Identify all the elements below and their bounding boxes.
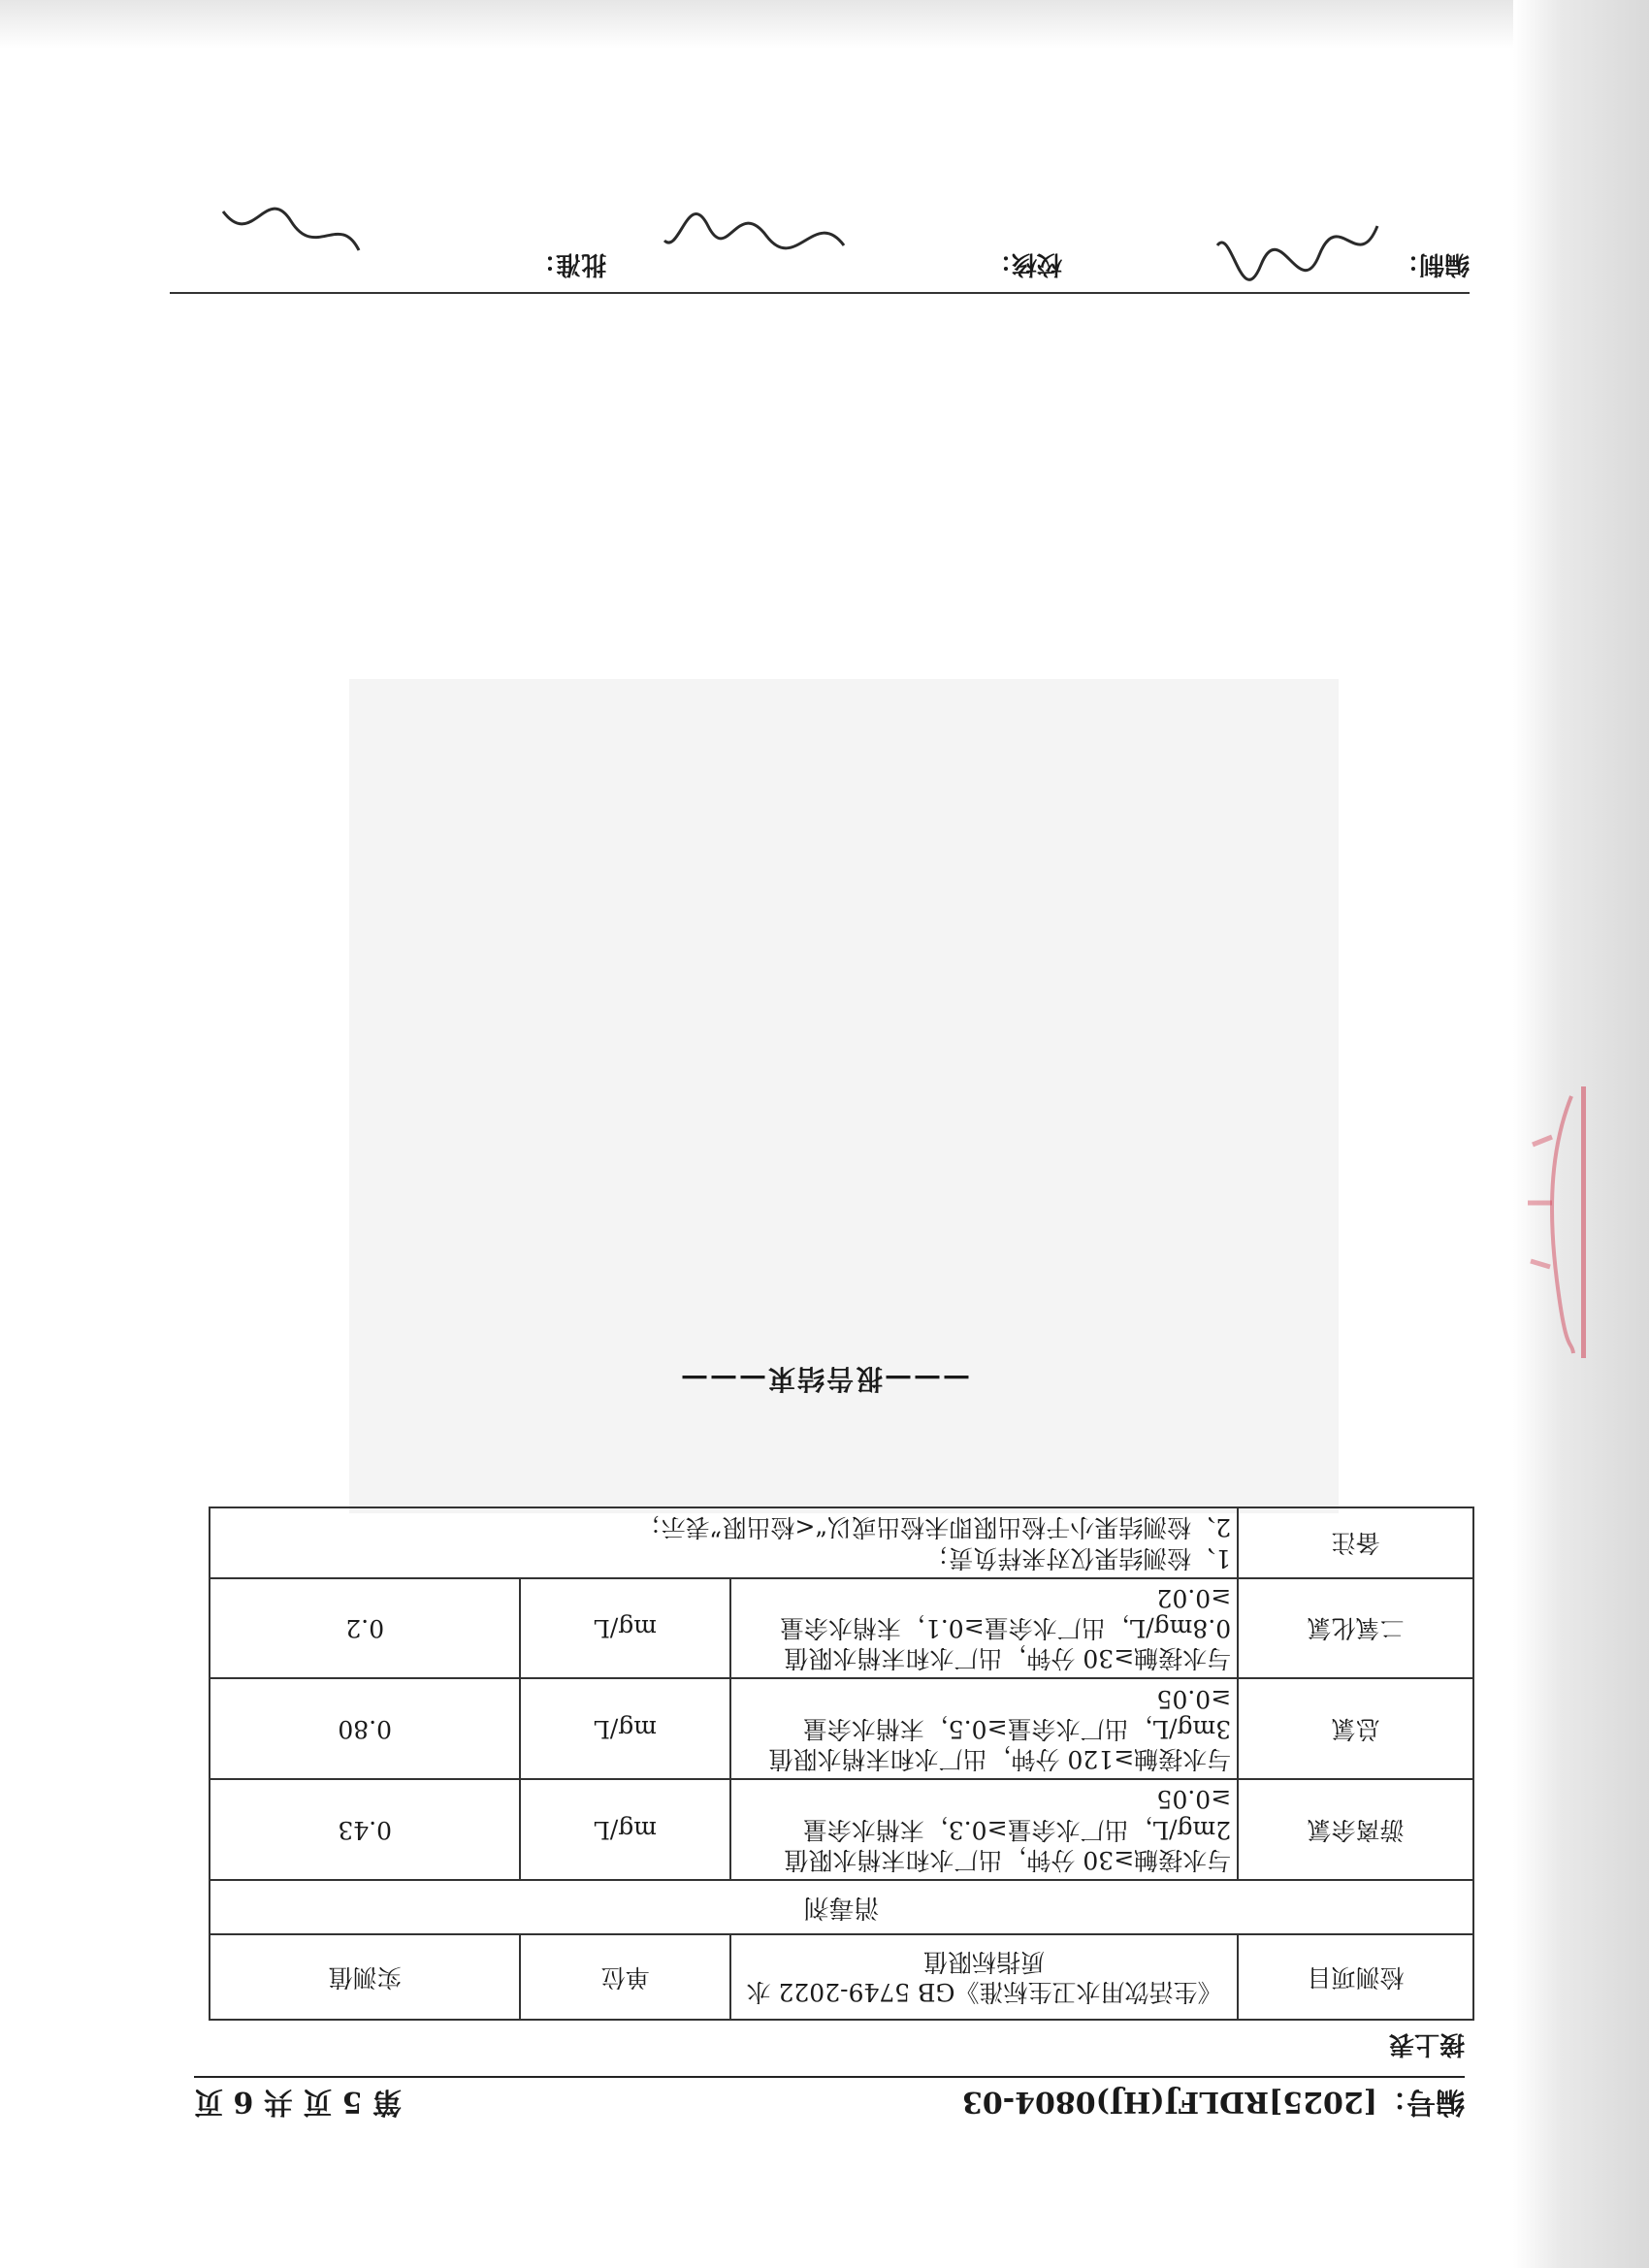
col-header-item: 检测项目 — [1238, 1934, 1473, 2020]
unit-cell: mg/L — [520, 1578, 729, 1679]
item-cell: 总氯 — [1238, 1679, 1473, 1780]
unit-cell: mg/L — [520, 1779, 729, 1880]
page-header — [194, 2076, 1465, 2122]
prepared-by-label: 编制： — [1393, 249, 1470, 278]
table-header-row — [210, 1934, 1473, 2020]
continued-label: 接上表 — [1388, 2029, 1465, 2058]
col-header-limit: 《生活饮用水卫生标准》GB 5749-2022 水质指标限值 — [730, 1934, 1238, 2020]
remark-line: 1、检测结果仅对来样负责； — [924, 1543, 1232, 1572]
signature-approved — [213, 179, 369, 279]
approved-by-label: 批准： — [530, 249, 606, 278]
signature-reviewed — [660, 184, 854, 284]
remark-line: 2、检测结果小于检出限即未检出或以“<检出限”表示； — [636, 1513, 1232, 1542]
value-cell: 0.2 — [210, 1578, 520, 1679]
limit-cell: 与水接触≥120 分钟，出厂水和末梢水限值3mg/L，出厂水余量≥0.5，末梢水余量≥0.05 — [730, 1679, 1238, 1780]
limit-cell: 与水接触≥30 分钟，出厂水和末梢水限值0.8mg/L，出厂水余量≥0.1，末梢水余量≥0.02 — [730, 1578, 1238, 1679]
table-row — [210, 1679, 1473, 1780]
limit-cell: 与水接触≥30 分钟，出厂水和末梢水限值2mg/L，出厂水余量≥0.3，末梢水余量≥0.05 — [730, 1779, 1238, 1880]
reviewed-by-label: 校核： — [986, 249, 1062, 278]
item-cell: 游离余氯 — [1238, 1779, 1473, 1880]
remarks-content — [210, 1507, 1238, 1578]
section-label: 消毒剂 — [210, 1880, 1473, 1934]
value-cell: 0.80 — [210, 1679, 520, 1780]
remarks-label: 备注 — [1238, 1507, 1473, 1578]
document-number: 编号：[2025]RDLFJ(HJ)0804-03 — [961, 2085, 1465, 2119]
report-end-marker: ———报告结束——— — [679, 1363, 971, 1395]
item-cell: 二氧化氯 — [1238, 1578, 1473, 1679]
results-table — [209, 1507, 1474, 2021]
section-row — [210, 1880, 1473, 1934]
unit-cell: mg/L — [520, 1679, 729, 1780]
table-row — [210, 1779, 1473, 1880]
col-header-value: 实测值 — [210, 1934, 520, 2020]
value-cell: 0.43 — [210, 1779, 520, 1880]
page-number: 第 5 页 共 6 页 — [194, 2085, 402, 2119]
col-header-unit: 单位 — [520, 1934, 729, 2020]
table-row — [210, 1578, 1473, 1679]
remarks-row — [210, 1507, 1473, 1578]
signature-prepared — [1212, 184, 1387, 284]
